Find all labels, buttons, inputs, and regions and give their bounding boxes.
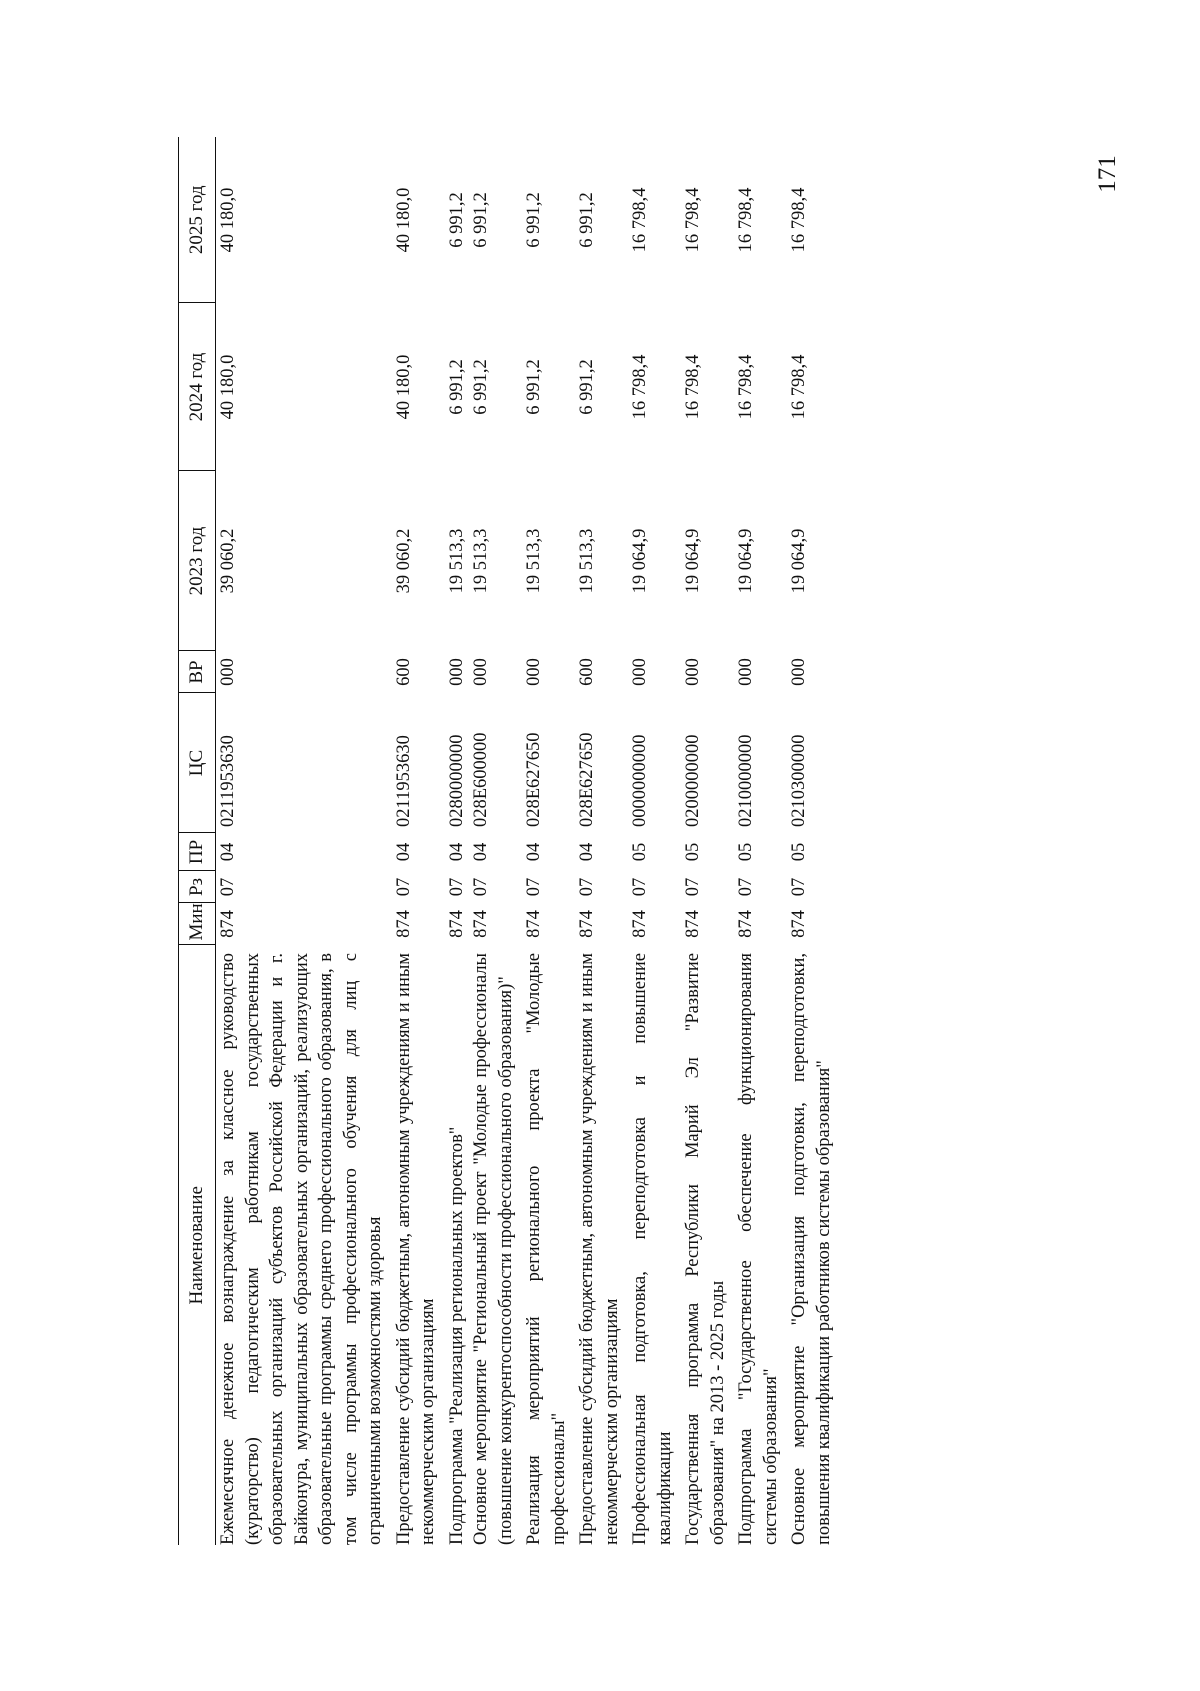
cell-2024: 6 991,2 — [524, 359, 544, 415]
cell-vr: 000 — [471, 658, 491, 686]
cell-min: 874 — [683, 910, 703, 938]
cell-rz: 07 — [524, 877, 544, 897]
header-cs: ЦС — [179, 693, 216, 833]
page-number: 171 — [1094, 155, 1121, 193]
cell-vr: 600 — [577, 658, 597, 686]
table-row — [522, 137, 575, 1545]
cell-2025: 6 991,2 — [446, 192, 467, 248]
table-row — [392, 137, 445, 1545]
cell-rz: 07 — [218, 877, 238, 897]
cell-name: Ежемесячное денежное вознаграждение за классное руководство (кураторство) педагогическим работникам государственных образовательных организаций субъектов Российской Федерации и г. Байконура, муниципальных образовательных организаций, реализующих образовательные программы среднего профессионального образования, в том числе программы профессионального обучения для лиц с ограниченными возможностями здоровья — [218, 953, 385, 1545]
cell-pr: 04 — [524, 842, 544, 862]
cell-vr: 000 — [446, 658, 467, 686]
header-name: Наименование — [179, 945, 216, 1545]
cell-cs: 028E627650 — [577, 732, 597, 827]
cell-2024: 16 798,4 — [630, 354, 650, 420]
table-row — [216, 137, 392, 1545]
cell-vr: 600 — [393, 658, 414, 686]
cell-cs: 0210300000 — [789, 734, 809, 827]
cell-vr: 000 — [630, 658, 650, 686]
cell-rz: 07 — [736, 877, 756, 897]
cell-pr: 05 — [683, 842, 703, 862]
cell-2025: 6 991,2 — [524, 192, 544, 248]
cell-name: Подпрограмма "Реализация региональных проектов" — [446, 1126, 467, 1545]
cell-cs: 0210000000 — [736, 734, 756, 827]
cell-rz: 07 — [446, 877, 467, 897]
header-2023: 2023 год — [179, 471, 216, 651]
cell-pr: 04 — [446, 842, 467, 862]
cell-name: Предоставление субсидий бюджетным, автономным учреждениям и иным некоммерческим организациям — [577, 953, 622, 1545]
cell-pr: 04 — [393, 842, 414, 862]
cell-cs: 0211953630 — [393, 735, 414, 827]
cell-vr: 000 — [218, 658, 238, 686]
cell-pr: 04 — [471, 842, 491, 862]
cell-2023: 19 064,9 — [789, 528, 809, 594]
cell-rz: 07 — [630, 877, 650, 897]
rotated-table-block — [178, 125, 928, 1545]
cell-name: Основное мероприятие "Региональный проект "Молодые профессионалы (повышение конкурентоспособности профессионального образования)" — [471, 953, 516, 1545]
cell-2025: 16 798,4 — [736, 187, 756, 253]
cell-vr: 000 — [683, 658, 703, 686]
cell-cs: 0000000000 — [630, 734, 650, 827]
cell-2023: 19 513,3 — [446, 528, 467, 594]
cell-rz: 07 — [789, 877, 809, 897]
cell-min: 874 — [393, 910, 414, 938]
cell-2024: 16 798,4 — [736, 354, 756, 420]
table-row — [628, 137, 681, 1545]
cell-2023: 39 060,2 — [218, 528, 238, 594]
table-header-row — [179, 137, 216, 1545]
cell-vr: 000 — [736, 658, 756, 686]
cell-pr: 04 — [577, 842, 597, 862]
cell-2023: 39 060,2 — [393, 528, 414, 594]
cell-name: Профессиональная подготовка, переподготовка и повышение квалификации — [630, 953, 675, 1545]
cell-pr: 05 — [736, 842, 756, 862]
cell-2025: 16 798,4 — [789, 187, 809, 253]
cell-cs: 028E627650 — [524, 732, 544, 827]
cell-vr: 000 — [524, 658, 544, 686]
budget-table — [178, 137, 836, 1545]
cell-min: 874 — [218, 910, 238, 938]
table-row — [787, 137, 836, 1545]
cell-rz: 07 — [471, 877, 491, 897]
cell-name: Основное мероприятие "Организация подготовки, переподготовки, повышения квалификации работников системы образования" — [789, 953, 834, 1545]
header-vr: ВР — [179, 651, 216, 693]
cell-2025: 40 180,0 — [393, 187, 414, 253]
cell-min: 874 — [577, 910, 597, 938]
table-row — [469, 137, 522, 1545]
cell-rz: 07 — [393, 877, 414, 897]
table-row — [575, 137, 628, 1545]
header-2024: 2024 год — [179, 303, 216, 471]
header-pr: ПР — [179, 833, 216, 871]
header-2025: 2025 год — [179, 137, 216, 303]
cell-2025: 40 180,0 — [218, 187, 238, 253]
cell-2024: 16 798,4 — [789, 354, 809, 420]
cell-2024: 6 991,2 — [577, 359, 597, 415]
table-row — [445, 137, 470, 1545]
header-min: Мин — [179, 903, 216, 945]
cell-cs: 028E600000 — [471, 732, 491, 827]
cell-pr: 05 — [789, 842, 809, 862]
cell-name: Подпрограмма "Государственное обеспечение функционирования системы образования" — [736, 953, 781, 1545]
cell-name: Предоставление субсидий бюджетным, автономным учреждениям и иным некоммерческим организациям — [393, 953, 438, 1545]
cell-2024: 16 798,4 — [683, 354, 703, 420]
cell-2024: 40 180,0 — [393, 354, 414, 420]
cell-pr: 05 — [630, 842, 650, 862]
cell-2023: 19 064,9 — [736, 528, 756, 594]
cell-name: Государственная программа Республики Марий Эл "Развитие образования" на 2013 - 2025 годы — [683, 953, 728, 1545]
cell-min: 874 — [630, 910, 650, 938]
cell-2023: 19 513,3 — [577, 528, 597, 594]
cell-min: 874 — [446, 910, 467, 938]
cell-2025: 16 798,4 — [683, 187, 703, 253]
cell-pr: 04 — [218, 842, 238, 862]
cell-min: 874 — [471, 910, 491, 938]
cell-rz: 07 — [577, 877, 597, 897]
cell-min: 874 — [524, 910, 544, 938]
cell-min: 874 — [789, 910, 809, 938]
cell-2023: 19 064,9 — [683, 528, 703, 594]
cell-2024: 6 991,2 — [471, 359, 491, 415]
cell-2025: 6 991,2 — [471, 192, 491, 248]
cell-2023: 19 064,9 — [630, 528, 650, 594]
cell-rz: 07 — [683, 877, 703, 897]
table-row — [734, 137, 787, 1545]
cell-2024: 6 991,2 — [446, 359, 467, 415]
cell-vr: 000 — [789, 658, 809, 686]
cell-2025: 16 798,4 — [630, 187, 650, 253]
cell-2023: 19 513,3 — [471, 528, 491, 594]
cell-2023: 19 513,3 — [524, 528, 544, 594]
cell-cs: 0211953630 — [218, 735, 238, 827]
cell-name: Реализация мероприятий регионального проекта "Молодые профессионалы" — [524, 953, 569, 1545]
cell-2025: 6 991,2 — [577, 192, 597, 248]
cell-cs: 0200000000 — [683, 734, 703, 827]
cell-2024: 40 180,0 — [218, 354, 238, 420]
cell-min: 874 — [736, 910, 756, 938]
header-rz: Рз — [179, 871, 216, 903]
table-row — [681, 137, 734, 1545]
cell-cs: 0280000000 — [446, 734, 467, 827]
